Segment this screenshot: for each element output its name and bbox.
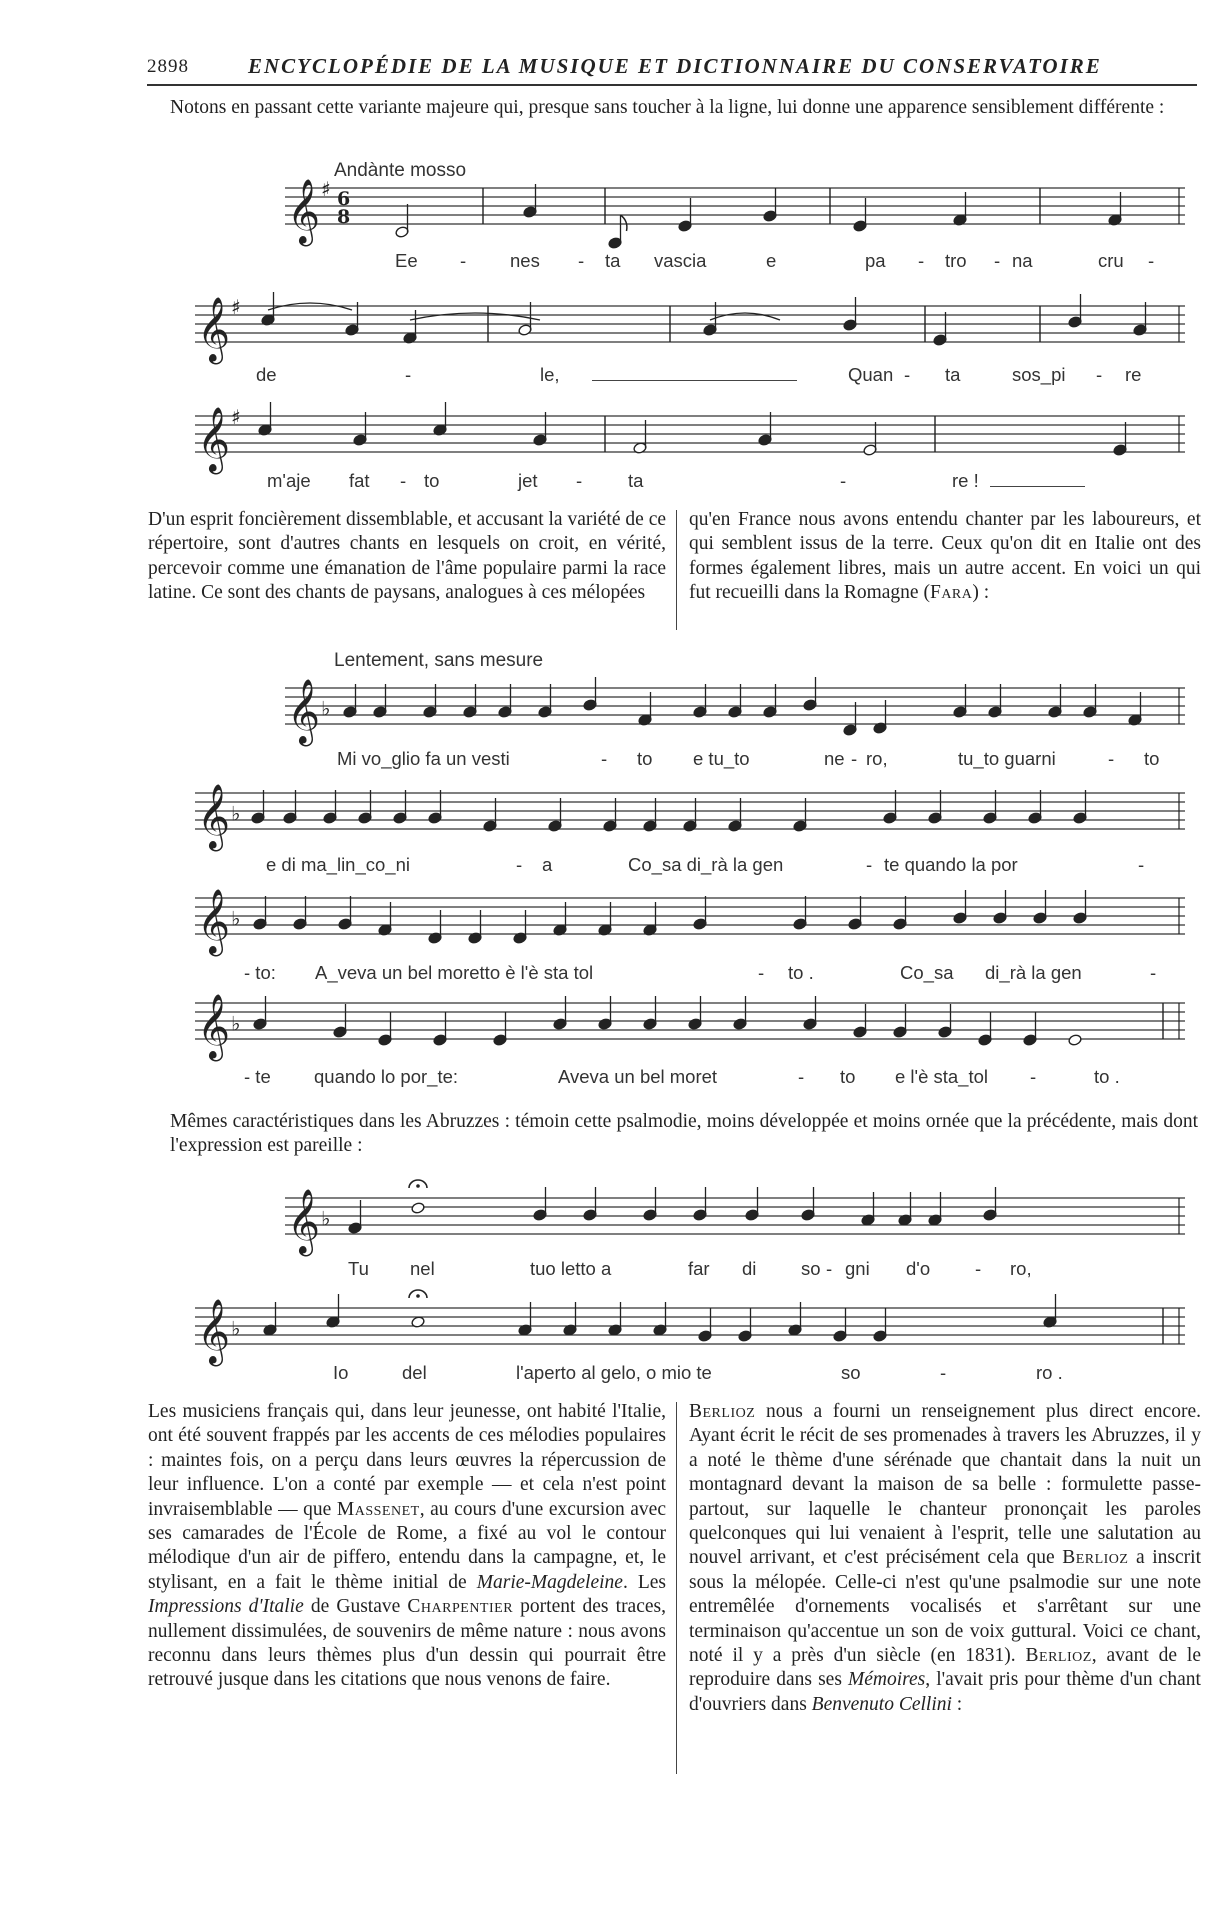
song1-lyric-3-8: - xyxy=(840,470,847,491)
song2-lyric-4-5: to xyxy=(840,1066,856,1087)
song1-lyric-1-5: ta xyxy=(605,250,621,271)
song2-lyric-1-2: - xyxy=(601,748,608,769)
column-rule xyxy=(676,1402,677,1774)
song1-lyric-2-4: Quan xyxy=(848,364,894,385)
song2-lyric-1-4: e tu_to xyxy=(693,748,750,769)
song2-staff-1 xyxy=(285,680,1185,750)
song2-lyric-1-3: to xyxy=(637,748,653,769)
song1-lyric-3-1: m'aje xyxy=(267,470,311,491)
song1-lyric-3-7: ta xyxy=(628,470,644,491)
song1-lyric-1-6: vascia xyxy=(654,250,707,271)
song1-lyric-2-3: le, xyxy=(540,364,560,385)
song1-lyric-1-8: pa xyxy=(865,250,886,271)
song1-tempo: Andànte mosso xyxy=(334,160,467,181)
song1-lyric-1-13: cru xyxy=(1098,250,1124,271)
song2-lyric-2-2: - xyxy=(516,854,523,875)
para3: Mêmes caractéristiques dans les Abruzzes : témoin cette psalmodie, moins développée et moins ornée que la précédente, mais dont l'expression est pareille : xyxy=(170,1111,1198,1157)
song1-lyric-3-3: - xyxy=(400,470,407,491)
song1-lyric-1-10: tro xyxy=(945,250,967,271)
song3-lyric-1-8: gni xyxy=(845,1258,870,1279)
para4-left-d: de Gustave xyxy=(303,1596,408,1618)
song2-tempo: Lentement, sans mesure xyxy=(334,650,544,671)
work-title: Impressions d'Italie xyxy=(148,1596,304,1618)
song1-lyric-1-2: - xyxy=(460,250,467,271)
song2-lyric-1-9: - xyxy=(1108,748,1115,769)
sharp-icon: ♯ xyxy=(231,295,241,319)
para2-right-end: ) : xyxy=(972,582,990,604)
song2-lyric-4-2: quando lo por_te: xyxy=(314,1066,459,1087)
running-title: ENCYCLOPÉDIE DE LA MUSIQUE ET DICTIONNAIRE DU CONSERVATOIRE xyxy=(248,54,1102,78)
song2-lyric-3-6: di_rà la gen xyxy=(985,962,1082,983)
song3-lyric-2-1: Io xyxy=(333,1362,349,1383)
treble-clef-icon: 𝄞 xyxy=(197,994,231,1059)
song1-lyric-3-2: fat xyxy=(349,470,370,491)
para4-right-e: : xyxy=(951,1693,963,1715)
para2-right-text: qu'en France nous avons entendu chanter par les laboureurs, et qui semblent issus de la terre. Ceux qu'on dit en Italie ont des formes également libres, mais un autre accent. En voici un qui fut recueilli dans la Romagne ( xyxy=(689,509,1201,604)
tie xyxy=(710,313,780,320)
note-head xyxy=(411,1202,425,1215)
treble-clef-icon: 𝄞 xyxy=(197,784,231,849)
song2-lyric-4-7: - xyxy=(1030,1066,1037,1087)
song2-lyric-1-7: ro, xyxy=(866,748,888,769)
song2-lyric-4-4: - xyxy=(798,1066,805,1087)
note-head xyxy=(1068,1034,1082,1047)
song2-lyric-1-5: ne xyxy=(824,748,845,769)
song2-lyric-1-1: Mi vo_glio fa un vesti xyxy=(337,748,510,769)
song1-lyric-2-1: de xyxy=(256,364,277,385)
time-signature-denominator: 8 xyxy=(337,206,351,228)
song3-lyric-2-5: - xyxy=(940,1362,947,1383)
song1-lyric-1-9: - xyxy=(918,250,925,271)
song3-staff-2 xyxy=(195,1300,1185,1370)
song3-lyric-2-2: del xyxy=(402,1362,427,1383)
song3-lyric-2-6: ro . xyxy=(1036,1362,1063,1383)
flat-icon: ♭ xyxy=(231,1316,241,1341)
song1-lyric-1-12: na xyxy=(1012,250,1033,271)
song3-lyric-1-2: nel xyxy=(410,1258,435,1279)
song3-staff-1 xyxy=(285,1190,1185,1260)
song2-lyric-3-1: - to: xyxy=(244,962,276,983)
song2-lyric-3-2: A_veva un bel moretto è l'è sta tol xyxy=(315,962,594,983)
song3-lyric-1-10: - xyxy=(975,1258,982,1279)
para4-left-b: , au cours d'une excursion avec ses camarades de l'École de Rome, a fixé au vol le contour mélodique d'un air de piffero, entendu dans la campagne, et, le stylisant, en a fait le thème initial de xyxy=(148,1498,666,1593)
para4-right-a: nous a fourni un renseignement plus direct encore. Ayant écrit le récit de ses promenades à travers les Abruzzes, il y a noté le thème d'une sérénade que chantait dans la nuit un montagnard devant la maison de sa belle : formulette passe-partout, sur laquelle le chanteur prononçait les paroles quelconques qui lui venaient à l'esprit, telle une salutation au nouvel arrivant, et c'est précisément cela que xyxy=(689,1401,1201,1569)
song1-lyric-2-7: sos_pi xyxy=(1012,364,1066,385)
para4-right-b: a inscrit sous la mélopée. Celle-ci n'est qu'une psalmodie sur une note entremêlée d'ornements vocalisés et s'arrêtant sur une terminaison qu'accentue un son de voix guttural. Voici ce chant, noté il y a près d'un siècle (en 1831). xyxy=(689,1547,1201,1667)
treble-clef-icon: 𝄞 xyxy=(197,297,231,362)
intro-paragraph: Notons en passant cette variante majeure qui, presque sans toucher à la ligne, lui donne une apparence sensiblement différente : xyxy=(170,97,1165,118)
song2-lyric-4-3: Aveva un bel moret xyxy=(558,1066,718,1087)
song1-lyric-1-4: - xyxy=(578,250,585,271)
melisma-line xyxy=(990,486,1085,487)
treble-clef-icon: 𝄞 xyxy=(287,1189,321,1254)
song1-staff-1 xyxy=(285,177,1185,250)
tie xyxy=(410,313,540,320)
treble-clef-icon: 𝄞 xyxy=(287,179,321,244)
collector-name: Fara xyxy=(929,582,973,604)
song2-lyric-4-6: e l'è sta_tol xyxy=(895,1066,989,1087)
song3-lyric-2-4: so xyxy=(841,1362,861,1383)
melisma-line xyxy=(592,380,797,381)
song3-lyric-1-1: Tu xyxy=(348,1258,369,1279)
song1-lyric-1-14: - xyxy=(1148,250,1155,271)
song1-lyric-1-3: nes xyxy=(510,250,540,271)
work-title: Marie-Magdeleine xyxy=(476,1571,623,1593)
song1-lyric-3-9: re ! xyxy=(952,470,979,491)
song3-lyric-1-4: far xyxy=(688,1258,710,1279)
sharp-icon: ♯ xyxy=(321,177,331,201)
work-title: Mémoires xyxy=(847,1669,926,1691)
song2-staff-4 xyxy=(195,995,1185,1065)
song1-staff-2 xyxy=(195,295,1185,362)
song1-lyric-2-8: - xyxy=(1096,364,1103,385)
flat-icon: ♭ xyxy=(231,1011,241,1036)
song3-lyric-1-9: d'o xyxy=(906,1258,931,1279)
para4-right-c: , avant de le reproduire dans ses xyxy=(689,1645,1201,1691)
song1-lyric-2-5: - xyxy=(904,364,911,385)
page-number: 2898 xyxy=(147,56,189,77)
song1-lyric-1-11: - xyxy=(994,250,1001,271)
song1-staff-3 xyxy=(195,405,1185,478)
para4-right xyxy=(689,1400,1201,1717)
song2-lyric-3-7: - xyxy=(1150,962,1157,983)
song2-lyric-1-8: tu_to guarni xyxy=(958,748,1056,769)
song2-lyric-2-7: - xyxy=(1138,854,1145,875)
fermata-dot xyxy=(416,1294,420,1298)
sharp-icon: ♯ xyxy=(231,405,241,429)
song2-lyric-2-1: e di ma_lin_co_ni xyxy=(266,854,410,875)
treble-clef-icon: 𝄞 xyxy=(287,679,321,744)
song2-lyric-3-3: - xyxy=(758,962,765,983)
composer-name: Charpentier xyxy=(407,1596,514,1618)
para2-right xyxy=(689,508,1201,606)
song2-lyric-2-3: a xyxy=(542,854,553,875)
song1-lyric-3-4: to xyxy=(424,470,440,491)
treble-clef-icon: 𝄞 xyxy=(197,889,231,954)
time-signature-numerator: 6 xyxy=(337,188,351,210)
song1-lyric-2-9: re xyxy=(1125,364,1142,385)
song1-lyric-3-5: jet xyxy=(518,470,538,491)
flat-icon: ♭ xyxy=(231,906,241,931)
para2-left: D'un esprit foncièrement dissemblable, et accusant la variété de ce répertoire, sont d'autres chants en lesquels on croit, en vérité, percevoir comme une émanation de l'âme populaire parmi la race latine. Ce sont des chants de paysans, analogues à ces mélopées xyxy=(148,509,666,604)
column-rule xyxy=(676,510,677,630)
song1-lyric-2-6: ta xyxy=(945,364,961,385)
song2-lyric-1-10: to xyxy=(1144,748,1160,769)
song3-lyric-1-7: - xyxy=(826,1258,833,1279)
song3-lyric-1-6: so xyxy=(801,1258,821,1279)
fermata-dot xyxy=(416,1184,420,1188)
song3-lyric-2-3: l'aperto al gelo, o mio te xyxy=(516,1362,712,1383)
song2-lyric-4-8: to . xyxy=(1094,1066,1120,1087)
song1-lyric-2-2: - xyxy=(405,364,412,385)
song1-lyric-1-7: e xyxy=(766,250,777,271)
composer-name: Berlioz xyxy=(1025,1645,1092,1667)
para4-left-c: . Les xyxy=(622,1571,666,1593)
song2-lyric-3-5: Co_sa xyxy=(900,962,954,983)
song2-lyric-4-1: - te xyxy=(244,1066,271,1087)
para4-left xyxy=(148,1400,666,1693)
song2-lyric-1-6: - xyxy=(851,748,858,769)
song1-lyric-3-6: - xyxy=(576,470,583,491)
song3-lyric-1-3: tuo letto a xyxy=(530,1258,612,1279)
flat-icon: ♭ xyxy=(321,696,331,721)
song2-lyric-2-6: te quando la por xyxy=(884,854,1018,875)
song2-staff-3 xyxy=(195,890,1185,960)
composer-name: Berlioz xyxy=(1062,1547,1129,1569)
treble-clef-icon: 𝄞 xyxy=(197,1299,231,1364)
song3-lyric-1-11: ro, xyxy=(1010,1258,1032,1279)
para4-left-a: Les musiciens français qui, dans leur jeunesse, ont habité l'Italie, ont été souvent frappés par les accents de ces mélodies populaires : maintes fois, on a perçu dans leurs œuvres la répercussion de leur influence. L'on a conté par exemple — et cela n'est point invraisemblable — que xyxy=(148,1401,666,1520)
flat-icon: ♭ xyxy=(321,1206,331,1231)
work-title: Benvenuto Cellini xyxy=(811,1693,952,1715)
song2-lyric-3-4: to . xyxy=(788,962,814,983)
composer-name: Massenet xyxy=(336,1498,420,1520)
song1-lyric-1-1: Ee xyxy=(395,250,418,271)
composer-name: Berlioz xyxy=(689,1401,756,1422)
song2-lyric-2-4: Co_sa di_rà la gen xyxy=(628,854,784,875)
song2-staff-2 xyxy=(195,785,1185,855)
song3-lyric-1-5: di xyxy=(742,1258,757,1279)
para4-right-d: , l'avait pris pour thème d'un chant d'ouvriers dans xyxy=(689,1669,1201,1715)
note-flag xyxy=(621,215,627,231)
flat-icon: ♭ xyxy=(231,801,241,826)
treble-clef-icon: 𝄞 xyxy=(197,407,231,472)
song2-lyric-2-5: - xyxy=(866,854,873,875)
header-rule xyxy=(147,84,1197,86)
para4-left-e: portent des traces, nullement dissimulées, de souvenirs de même nature : nous avons reconnu dans leurs thèmes plus d'un dessin qui pourrait être retrouvé jusque dans les citations que nous venons de faire. xyxy=(148,1596,666,1691)
